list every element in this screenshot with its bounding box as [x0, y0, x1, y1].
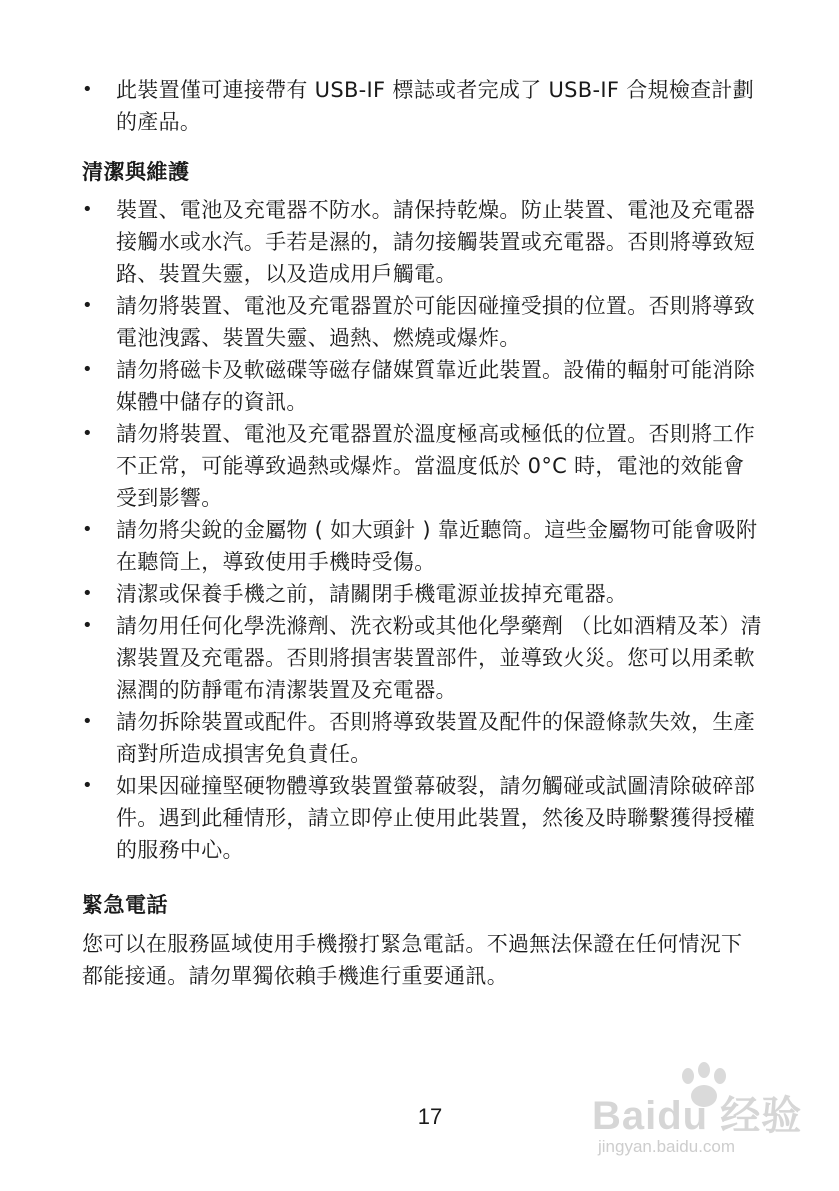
emergency-paragraph: 您可以在服務區域使用手機撥打緊急電話。不過無法保證在任何情況下都能接通。請勿單獨依賴手機進行重要通訊。	[82, 932, 743, 988]
cleaning-bullet-item	[82, 514, 762, 578]
bullet-marker: •	[82, 775, 93, 796]
section-heading-cleaning: 清潔與維護	[82, 160, 190, 184]
bullet-marker: •	[82, 519, 93, 540]
watermark-brand: Baidu 经验	[592, 1094, 803, 1138]
cleaning-bullet-item	[82, 290, 762, 354]
cleaning-bullet-list	[82, 194, 762, 866]
bullet-marker: •	[82, 423, 93, 444]
intro-bullet-item	[82, 74, 762, 138]
bullet-marker: •	[82, 583, 93, 604]
intro-bullet-list	[82, 74, 762, 138]
bullet-marker: •	[82, 711, 93, 732]
cleaning-list-container	[82, 194, 762, 866]
bullet-text: 請勿將尖銳的金屬物 ( 如大頭針 ) 靠近聽筒。這些金屬物可能會吸附在聽筒上，導致使用手機時受傷。	[116, 518, 758, 574]
cleaning-bullet-item	[82, 578, 762, 610]
bullet-text: 如果因碰撞堅硬物體導致裝置螢幕破裂，請勿觸碰或試圖清除破碎部件。遇到此種情形，請立即停止使用此裝置，然後及時聯繫獲得授權的服務中心。	[116, 774, 755, 862]
cleaning-bullet-item	[82, 418, 762, 514]
bullet-text: 請勿將裝置、電池及充電器置於可能因碰撞受損的位置。否則將導致電池洩露、裝置失靈、過熱、燃燒或爆炸。	[116, 294, 755, 350]
bullet-marker: •	[82, 295, 93, 316]
bullet-text: 請勿將裝置、電池及充電器置於溫度極高或極低的位置。否則將工作不正常，可能導致過熱或爆炸。當溫度低於 0°C 時，電池的效能會受到影響。	[116, 422, 755, 510]
page-number: 17	[417, 1104, 443, 1129]
intro-list-container	[82, 74, 762, 138]
cleaning-bullet-item	[82, 354, 762, 418]
bullet-text: 裝置、電池及充電器不防水。請保持乾燥。防止裝置、電池及充電器接觸水或水汽。手若是濕的，請勿接觸裝置或充電器。否則將導致短路、裝置失靈，以及造成用戶觸電。	[116, 198, 755, 286]
watermark-url: jingyan.baidu.com	[598, 1137, 736, 1156]
baidu-watermark	[592, 1062, 832, 1172]
cleaning-bullet-item	[82, 770, 762, 866]
bullet-marker: •	[82, 79, 93, 100]
bullet-text: 此裝置僅可連接帶有 USB-IF 標誌或者完成了 USB-IF 合規檢查計劃的產品。	[116, 78, 755, 134]
bullet-marker: •	[82, 359, 93, 380]
bullet-text: 請勿拆除裝置或配件。否則將導致裝置及配件的保證條款失效，生產商對所造成損害免負責任。	[116, 710, 755, 766]
cleaning-bullet-item	[82, 706, 762, 770]
section-heading-emergency: 緊急電話	[82, 893, 168, 917]
cleaning-bullet-item	[82, 194, 762, 290]
bullet-text: 清潔或保養手機之前，請關閉手機電源並拔掉充電器。	[116, 582, 628, 606]
bullet-text: 請勿將磁卡及軟磁碟等磁存儲媒質靠近此裝置。設備的輻射可能消除媒體中儲存的資訊。	[116, 358, 755, 414]
bullet-text: 請勿用任何化學洗滌劑、洗衣粉或其他化學藥劑 （比如酒精及苯）清潔裝置及充電器。否則將損害裝置部件，並導致火災。您可以用柔軟濕潤的防靜電布清潔裝置及充電器。	[116, 614, 762, 702]
bullet-marker: •	[82, 615, 93, 636]
cleaning-bullet-item	[82, 610, 762, 706]
bullet-marker: •	[82, 199, 93, 220]
